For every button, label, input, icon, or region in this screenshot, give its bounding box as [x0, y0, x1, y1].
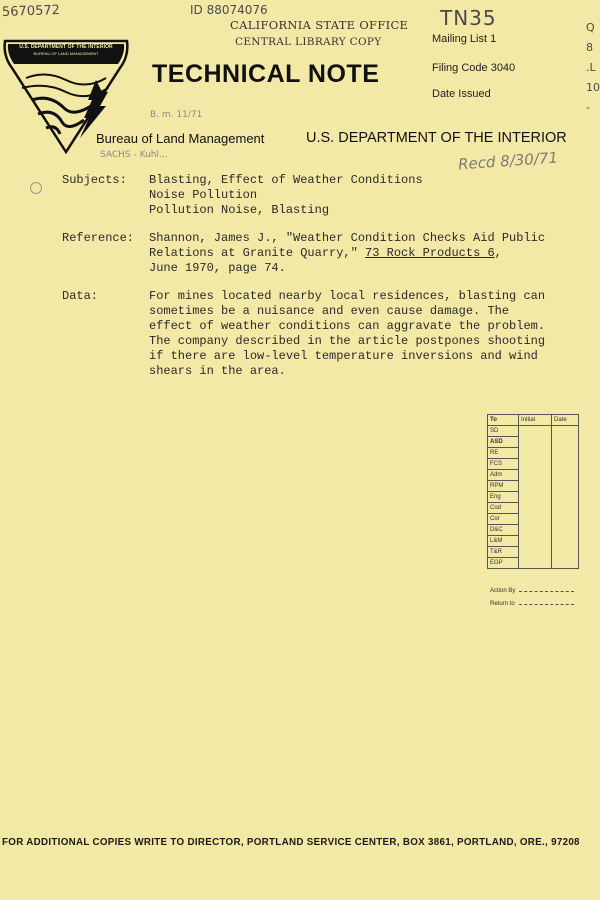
reference-line: June 1970, page 74. [149, 261, 286, 275]
date-cell[interactable] [552, 470, 579, 481]
routing-code: Cor [488, 514, 519, 525]
date-cell[interactable] [552, 437, 579, 448]
data-paragraph [149, 289, 545, 379]
routing-code: Cod [488, 503, 519, 514]
routing-header: Initial [519, 415, 552, 426]
routing-row [488, 514, 579, 525]
department-name: U.S. DEPARTMENT OF THE INTERIOR [306, 130, 567, 146]
reference-line: Shannon, James J., "Weather Condition Checks Aid Public [149, 231, 546, 245]
routing-header: Date [552, 415, 579, 426]
routing-row [488, 503, 579, 514]
data-line: For mines located nearby local residences, blasting can [149, 289, 546, 303]
initial-cell[interactable] [519, 536, 552, 547]
handwritten-margin-note: B. m. 11/71 [150, 110, 203, 120]
initial-cell[interactable] [519, 558, 552, 569]
initial-cell[interactable] [519, 492, 552, 503]
punch-hole-mark [30, 182, 42, 194]
date-cell[interactable] [552, 536, 579, 547]
return-to-line[interactable] [519, 604, 574, 605]
routing-header: To [488, 415, 519, 426]
footer-address: FOR ADDITIONAL COPIES WRITE TO DIRECTOR, PORTLAND SERVICE CENTER, BOX 3861, PORTLAND, ORE., 97208 [2, 837, 580, 848]
reference-label: Reference: [62, 231, 135, 245]
routing-code: T&R [488, 547, 519, 558]
action-by-label: Action By [490, 588, 516, 594]
routing-row [488, 437, 579, 448]
data-line: shears in the area. [149, 364, 286, 378]
routing-row [488, 448, 579, 459]
routing-code: FCS [488, 459, 519, 470]
subject-item: Blasting, Effect of Weather Conditions [149, 173, 423, 187]
routing-code: RPM [488, 481, 519, 492]
routing-row [488, 525, 579, 536]
journal-citation: 73 Rock Products 6 [365, 246, 495, 260]
initial-cell[interactable] [519, 426, 552, 437]
routing-row [488, 492, 579, 503]
date-cell[interactable] [552, 426, 579, 437]
data-line: if there are low-level temperature inversions and wind [149, 349, 538, 363]
initial-cell[interactable] [519, 547, 552, 558]
initial-cell[interactable] [519, 448, 552, 459]
filing-code: Filing Code 3040 [432, 62, 516, 74]
mailing-list: Mailing List 1 [432, 33, 497, 45]
initial-cell[interactable] [519, 437, 552, 448]
document-title: TECHNICAL NOTE [152, 60, 380, 88]
logo-text-line1: U.S. DEPARTMENT OF THE INTERIOR [19, 44, 113, 50]
handwritten-id-number: ID 88074076 [190, 3, 268, 17]
return-to-label: Return to [490, 601, 515, 607]
action-by-line[interactable] [519, 591, 574, 592]
routing-code: Adm [488, 470, 519, 481]
routing-code: L&M [488, 536, 519, 547]
handwritten-edge-marks: Q 8 .L 10- [586, 21, 600, 114]
routing-code: RE [488, 448, 519, 459]
date-cell[interactable] [552, 492, 579, 503]
reference-text [149, 231, 545, 276]
date-cell[interactable] [552, 514, 579, 525]
initial-cell[interactable] [519, 514, 552, 525]
routing-row [488, 547, 579, 558]
date-cell[interactable] [552, 503, 579, 514]
initial-cell[interactable] [519, 459, 552, 470]
logo-text-line2: BUREAU OF LAND MANAGEMENT [33, 51, 99, 56]
data-line: The company described in the article postpones shooting [149, 334, 546, 348]
handwritten-margin-note: SACHS - Kuhl... [100, 150, 168, 160]
date-cell[interactable] [552, 448, 579, 459]
routing-row [488, 470, 579, 481]
data-line: effect of weather conditions can aggravate the problem. [149, 319, 546, 333]
subject-item: Noise Pollution [149, 188, 258, 202]
action-by-row [490, 588, 574, 594]
date-cell[interactable] [552, 481, 579, 492]
handwritten-tn-number: TN35 [440, 6, 497, 30]
routing-row [488, 481, 579, 492]
routing-row [488, 536, 579, 547]
routing-row [488, 459, 579, 470]
date-cell[interactable] [552, 558, 579, 569]
library-stamp-line1: CALIFORNIA STATE OFFICE [230, 18, 409, 32]
data-label: Data: [62, 289, 99, 303]
initial-cell[interactable] [519, 503, 552, 514]
routing-header-row [488, 415, 579, 426]
routing-code: Eng [488, 492, 519, 503]
handwritten-received-date: Recd 8/30/71 [457, 148, 559, 174]
library-stamp-line2: CENTRAL LIBRARY COPY [235, 36, 382, 48]
return-to-row [490, 601, 574, 607]
routing-code: SD [488, 426, 519, 437]
reference-line [149, 246, 545, 261]
routing-row [488, 426, 579, 437]
bureau-name: Bureau of Land Management [96, 131, 265, 146]
reference-fragment: , [494, 246, 502, 260]
handwritten-number: 5670572 [1, 2, 61, 21]
data-line: sometimes be a nuisance and even cause damage. The [149, 304, 510, 318]
subjects-label: Subjects: [62, 173, 127, 187]
routing-code: ASD [488, 437, 519, 448]
reference-fragment: Relations at Granite Quarry," [149, 246, 366, 260]
date-cell[interactable] [552, 547, 579, 558]
routing-row [488, 558, 579, 569]
subject-item: Pollution Noise, Blasting [149, 203, 330, 217]
initial-cell[interactable] [519, 481, 552, 492]
date-cell[interactable] [552, 459, 579, 470]
initial-cell[interactable] [519, 470, 552, 481]
date-cell[interactable] [552, 525, 579, 536]
initial-cell[interactable] [519, 525, 552, 536]
subjects-list [149, 173, 423, 218]
routing-code: D&C [488, 525, 519, 536]
routing-table [487, 414, 579, 569]
date-issued-label: Date Issued [432, 88, 491, 100]
routing-code: EGP [488, 558, 519, 569]
